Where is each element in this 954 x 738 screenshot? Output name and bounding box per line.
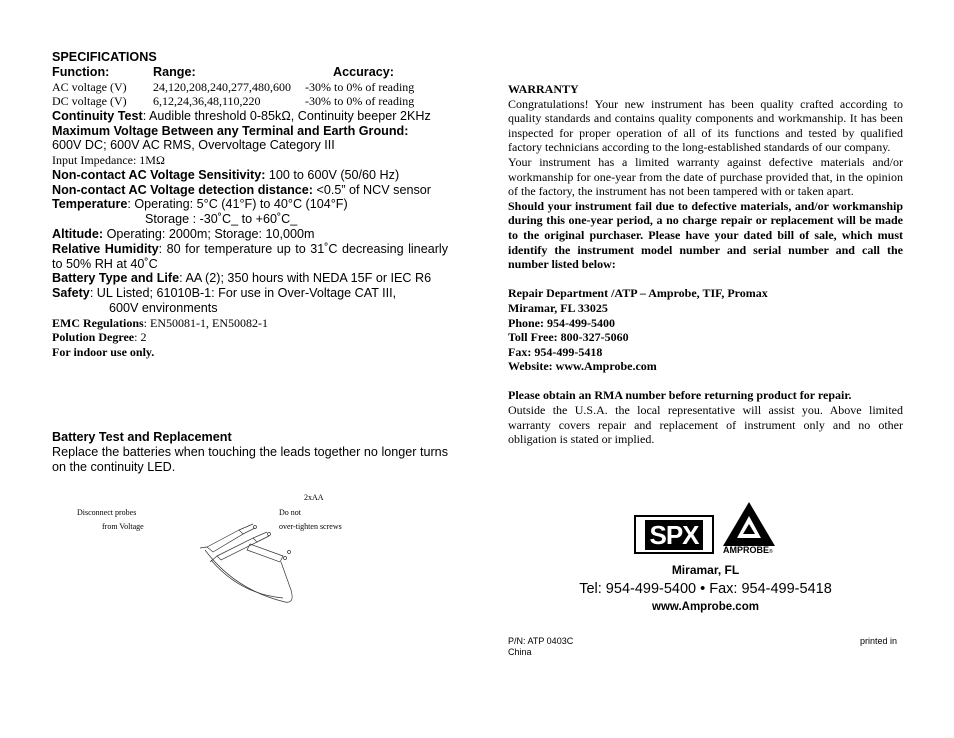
specs-row-ac [52, 80, 448, 95]
repair-fax: Fax: 954-499-5418 [508, 344, 603, 359]
diagram-label-2xaa: 2xAA [304, 493, 324, 502]
rma-note: Please obtain an RMA number before returning product for repair. [508, 388, 852, 403]
repair-phone: Phone: 954-499-5400 [508, 315, 615, 330]
country: China [508, 647, 532, 657]
battery-cover [247, 544, 283, 562]
probe-lead [205, 550, 292, 602]
footer-location: Miramar, FL [671, 563, 740, 577]
row-range: 6,12,24,36,48,110,220 [153, 94, 261, 109]
safety-text: : UL Listed; 61010B-1: For use in Over-Voltage CAT III, [89, 286, 397, 301]
battery-label: Battery Type and Life [52, 271, 180, 286]
row-accuracy: -30% to 0% of reading [305, 79, 415, 94]
diagram-label-do-not: Do not [279, 508, 301, 517]
repair-website: Website: www.Amprobe.com [508, 359, 657, 374]
warranty-paragraph-2: Your instrument has a limited warranty against defective materials and/or workmanship for one-year from the date of purchase provided that, in the opinion of the factory, the instrument has not been tampered with or taken apart. [508, 154, 903, 199]
continuity-spec [52, 109, 448, 124]
temperature-storage: Storage : -30˚C_ to +60˚C_ [145, 212, 298, 227]
safety-label: Safety [52, 286, 90, 301]
battery-spec [52, 271, 448, 286]
repair-city: Miramar, FL 33025 [508, 300, 608, 315]
col-range: Range: [153, 64, 196, 79]
row-accuracy: -30% to 0% of reading [305, 94, 415, 109]
col-function: Function: [52, 64, 110, 79]
pollution-spec [52, 330, 448, 345]
specs-heading: SPECIFICATIONS [52, 50, 157, 64]
row-function: AC voltage (V) [52, 79, 127, 94]
emc-spec [52, 316, 448, 331]
safety-spec [52, 286, 448, 301]
footer-website: www.Amprobe.com [652, 601, 759, 613]
safety-text-2: 600V environments [109, 300, 218, 315]
repair-department: Repair Department /ATP – Amprobe, TIF, Promax [508, 286, 768, 301]
ncv-distance-text: <0.5” of NCV sensor [313, 182, 431, 197]
specifications-column [52, 50, 448, 360]
temperature-operating: : Operating: 5°C (41°F) to 40°C (104°F) [127, 197, 348, 212]
repair-toll-free: Toll Free: 800-327-5060 [508, 330, 629, 345]
specs-row-dc [52, 94, 448, 109]
humidity-label: Relative Humidity [52, 241, 159, 256]
warranty-paragraph-1: Congratulations! Your new instrument has been quality crafted according to quality standards and contains quality components and workmanship. It has been inspected for proper operation of all of its functions and tested by qualified factory technicians according to the long-established standards of our company. [508, 96, 903, 155]
max-voltage-label: Maximum Voltage Between any Terminal and Earth Ground: [52, 123, 409, 138]
warranty-heading: WARRANTY [508, 82, 579, 96]
temperature-label: Temperature [52, 197, 128, 212]
altitude-label: Altitude: [52, 226, 104, 241]
ncv-distance-spec [52, 183, 448, 198]
probe-body [217, 538, 257, 560]
spx-logo-text: SPX [645, 520, 702, 550]
pollution-text: : 2 [134, 330, 147, 345]
outside-usa-note: Outside the U.S.A. the local representative will assist you. Above limited warranty covers repair and replacement of instrument only and no other obligation is stated or implied. [508, 403, 903, 447]
part-number: P/N: ATP 0403C [508, 636, 574, 646]
diagram-label-overtighten: over-tighten screws [279, 522, 342, 531]
battery-text: Replace the batteries when touching the leads together no longer turns on the continuity LED. [52, 444, 448, 475]
humidity-text: : 80 for temperature up to 31˚C decreasing linearly to 50% RH at 40˚C [52, 241, 448, 271]
probe-body [207, 530, 243, 552]
battery-heading: Battery Test and Replacement [52, 430, 232, 444]
row-range: 24,120,208,240,277,480,600 [153, 79, 291, 94]
amprobe-logo-icon [723, 502, 775, 546]
continuity-text: : Audible threshold 0-85kΩ, Continuity beeper 2KHz [142, 108, 431, 123]
spx-logo [634, 515, 714, 554]
col-accuracy: Accuracy: [333, 64, 394, 79]
ncv-sensitivity-spec [52, 168, 448, 183]
specs-table-header [52, 65, 448, 80]
amprobe-logo-text: AMPROBE® [723, 545, 773, 555]
amprobe-wordmark: AMPROBE [723, 545, 770, 555]
diagram-label-from-voltage: from Voltage [102, 522, 144, 531]
altitude-text: Operating: 2000m; Storage: 10,000m [103, 226, 315, 241]
continuity-label: Continuity Test [52, 108, 143, 123]
ncv-sensitivity-text: 100 to 600V (50/60 Hz) [265, 167, 400, 182]
ncv-distance-label: Non-contact AC Voltage detection distance: [52, 182, 313, 197]
humidity-spec [52, 242, 448, 272]
pollution-label: Polution Degree [52, 330, 135, 345]
row-function: DC voltage (V) [52, 94, 127, 109]
emc-label: EMC Regulations [52, 315, 144, 330]
warranty-column [508, 82, 903, 447]
max-voltage-text: 600V DC; 600V AC RMS, Overvoltage Category III [52, 138, 335, 153]
battery-section [52, 430, 448, 476]
ncv-sensitivity-label: Non-contact AC Voltage Sensitivity: [52, 167, 266, 182]
battery-text: : AA (2); 350 hours with NEDA 15F or IEC R6 [179, 271, 432, 286]
warranty-paragraph-3: Should your instrument fail due to defective materials, and/or workmanship during this one-year period, a no charge repair or replacement will be made to the original purchaser. Please have your dated bill of sale, which must identify the instrument model number and serial number and call the number listed below: [508, 198, 903, 272]
altitude-spec [52, 227, 448, 242]
diagram-label-disconnect: Disconnect probes [77, 508, 137, 517]
indoor-note: For indoor use only. [52, 344, 155, 359]
emc-text: : EN50081-1, EN50082-1 [143, 315, 268, 330]
temperature-spec [52, 197, 448, 212]
footer-contact: Tel: 954-499-5400 • Fax: 954-499-5418 [579, 581, 832, 597]
input-impedance: Input Impedance: 1MΩ [52, 153, 165, 168]
printed-in: printed in [860, 636, 898, 646]
tester-illustration [195, 520, 305, 608]
